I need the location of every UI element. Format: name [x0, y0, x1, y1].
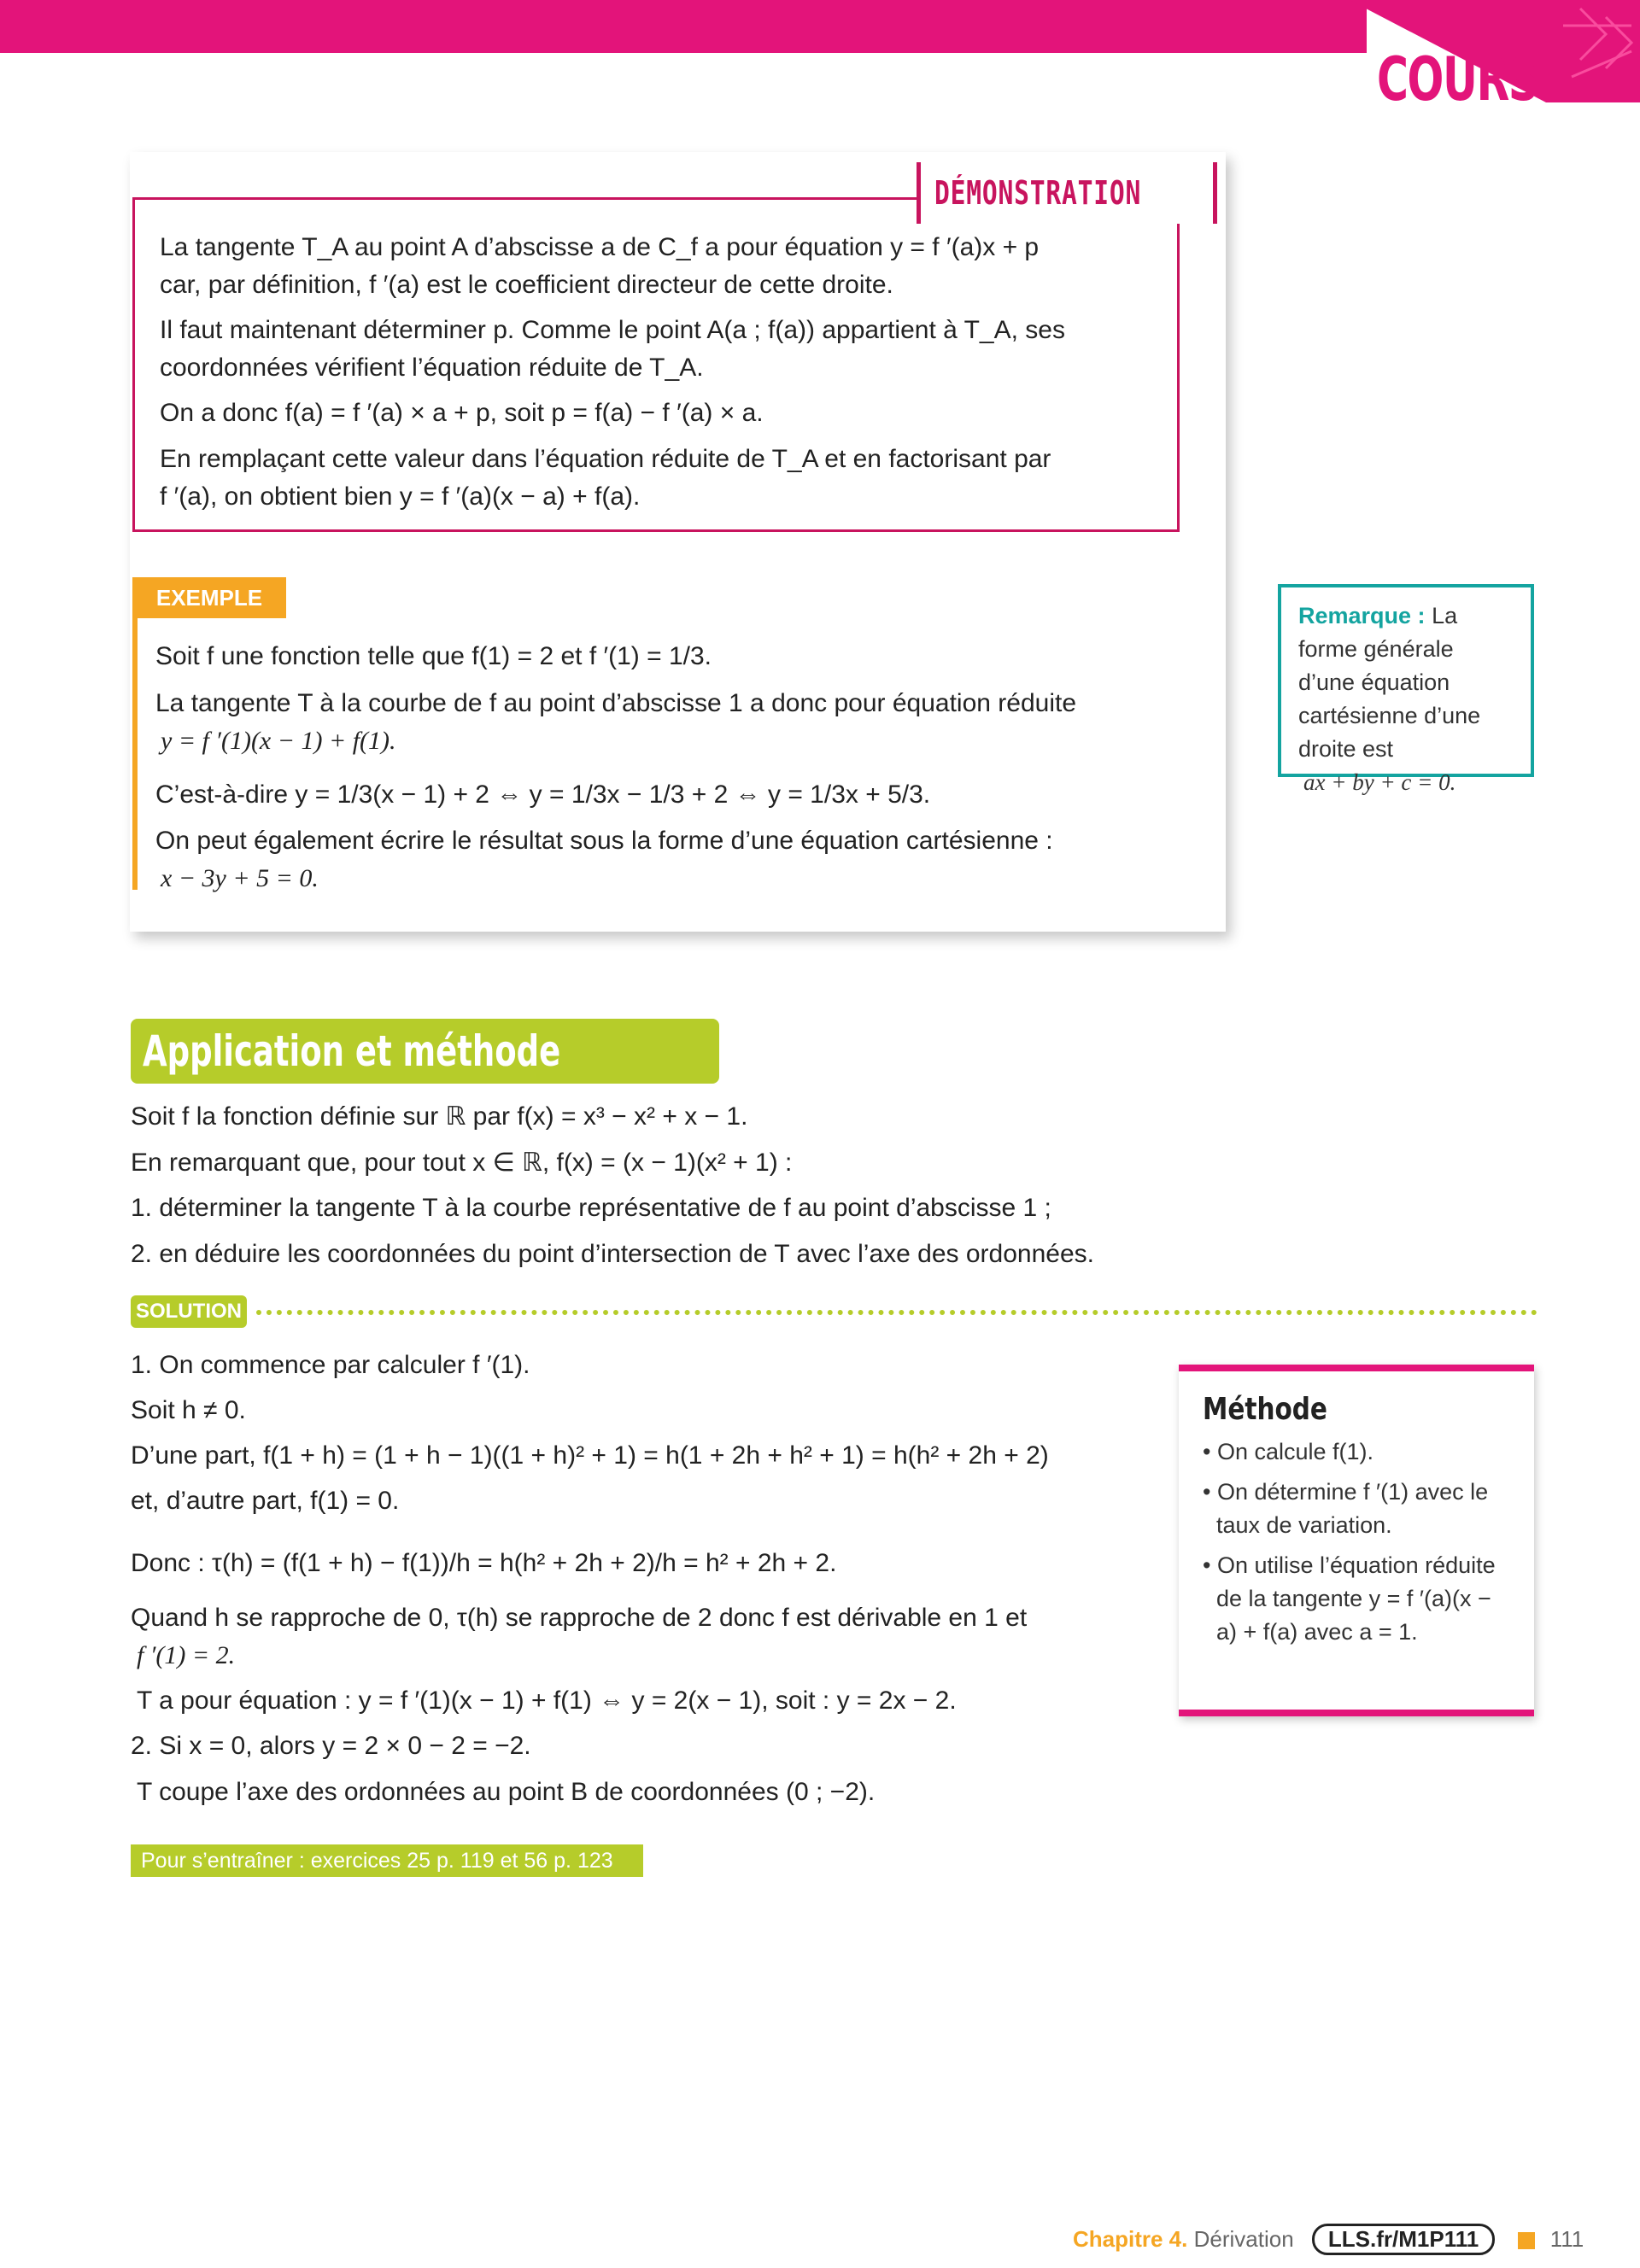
demo-line: La tangente T_A au point A d’abscisse a de C_f a pour équation y = f ′(a)x + p	[160, 233, 1040, 261]
solution-line: T a pour équation : y = f ′(1)(x − 1) + f(1) ⇔ y = 2(x − 1), soit : y = 2x − 2.	[137, 1686, 957, 1715]
solution-line: Quand h se rapproche de 0, τ(h) se rapproche de 2 donc f est dérivable en 1 et	[131, 1604, 1028, 1632]
solution-line: 2. Si x = 0, alors y = 2 × 0 − 2 = −2.	[131, 1732, 531, 1760]
footer-chapter: Chapitre 4.	[1073, 2226, 1188, 2252]
page-number: 111	[1549, 2226, 1584, 2252]
demo-line: En remplaçant cette valeur dans l’équation réduite de T_A et en factorisant par	[160, 445, 1051, 473]
methode-item: • On calcule f(1).	[1203, 1439, 1374, 1464]
demo-line: On a donc f(a) = f ′(a) × a + p, soit p = f(a) − f ′(a) × a.	[160, 399, 764, 427]
methode-box	[1179, 1365, 1534, 1716]
solution-line: Soit h ≠ 0.	[131, 1396, 246, 1424]
solution-line: f ′(1) = 2.	[137, 1641, 236, 1669]
exemple-line: C’est-à-dire y = 1/3(x − 1) + 2 ⇔ y = 1/3x − 1/3 + 2 ⇔ y = 1/3x + 5/3.	[155, 780, 931, 809]
footer-link[interactable]: LLS.fr/M1P111	[1312, 2224, 1495, 2255]
practice-link[interactable]: Pour s’entraîner : exercices 25 p. 119 et 56 p. 123	[131, 1844, 643, 1877]
solution-line: D’une part, f(1 + h) = (1 + h − 1)((1 + h)² + 1) = h(1 + 2h + h² + 1) = h(h² + 2h + 2)	[131, 1441, 1049, 1470]
exemple-tag: EXEMPLE	[132, 577, 286, 618]
application-line: Soit f la fonction définie sur ℝ par f(x) = x³ − x² + x − 1.	[131, 1102, 748, 1131]
remarque-formula: ax + by + c = 0.	[1303, 769, 1456, 795]
exemple-line: La tangente T à la courbe de f au point d’abscisse 1 a donc pour équation réduite	[155, 689, 1077, 717]
footer	[1073, 2224, 1584, 2255]
application-line: En remarquant que, pour tout x ∈ ℝ, f(x) = (x − 1)(x² + 1) :	[131, 1149, 793, 1177]
solution-line: T coupe l’axe des ordonnées au point B de coordonnées (0 ; −2).	[137, 1778, 876, 1806]
demonstration-tag: DÉMONSTRATION	[917, 162, 1217, 224]
demo-line: f ′(a), on obtient bien y = f ′(a)(x − a) + f(a).	[160, 482, 641, 511]
methode-item: • On détermine f ′(1) avec le taux de variation.	[1203, 1479, 1489, 1538]
solution-line: Donc : τ(h) = (f(1 + h) − f(1))/h = h(h² + 2h + 2)/h = h² + 2h + 2.	[131, 1549, 837, 1577]
remarque-label: Remarque :	[1298, 603, 1426, 628]
remarque-box	[1278, 584, 1534, 795]
section-title: COURS	[1377, 44, 1538, 114]
application-line: 1. déterminer la tangente T à la courbe représentative de f au point d’abscisse 1 ;	[131, 1194, 1051, 1222]
application-line: 2. en déduire les coordonnées du point d’intersection de T avec l’axe des ordonnées.	[131, 1240, 1094, 1268]
exemple-bar	[132, 618, 138, 890]
solution-line: 1. On commence par calculer f ′(1).	[131, 1351, 530, 1379]
application-title: Application et méthode	[131, 1019, 719, 1084]
demo-line: car, par définition, f ′(a) est le coefficient directeur de cette droite.	[160, 271, 893, 299]
demo-line: coordonnées vérifient l’équation réduite de T_A.	[160, 354, 704, 382]
remarque-text: La forme générale d’une équation cartésienne d’une droite est	[1298, 603, 1481, 762]
footer-square-icon	[1518, 2232, 1535, 2249]
methode-title: Méthode	[1203, 1392, 1327, 1427]
methode-item: • On utilise l’équation réduite de la tangente y = f ′(a)(x − a) + f(a) avec a = 1.	[1203, 1552, 1496, 1645]
footer-topic: Dérivation	[1193, 2226, 1294, 2252]
demo-line: Il faut maintenant déterminer p. Comme le point A(a ; f(a)) appartient à T_A, ses	[160, 316, 1065, 344]
solution-divider	[256, 1310, 1538, 1320]
solution-tag: SOLUTION	[131, 1295, 247, 1328]
exemple-line: x − 3y + 5 = 0.	[161, 864, 319, 892]
exemple-line: On peut également écrire le résultat sous la forme d’une équation cartésienne :	[155, 827, 1053, 855]
header-bar	[0, 0, 1367, 53]
solution-line: et, d’autre part, f(1) = 0.	[131, 1487, 400, 1515]
exemple-line: Soit f une fonction telle que f(1) = 2 et f ′(1) = 1/3.	[155, 642, 712, 670]
exemple-line: y = f ′(1)(x − 1) + f(1).	[161, 727, 396, 755]
